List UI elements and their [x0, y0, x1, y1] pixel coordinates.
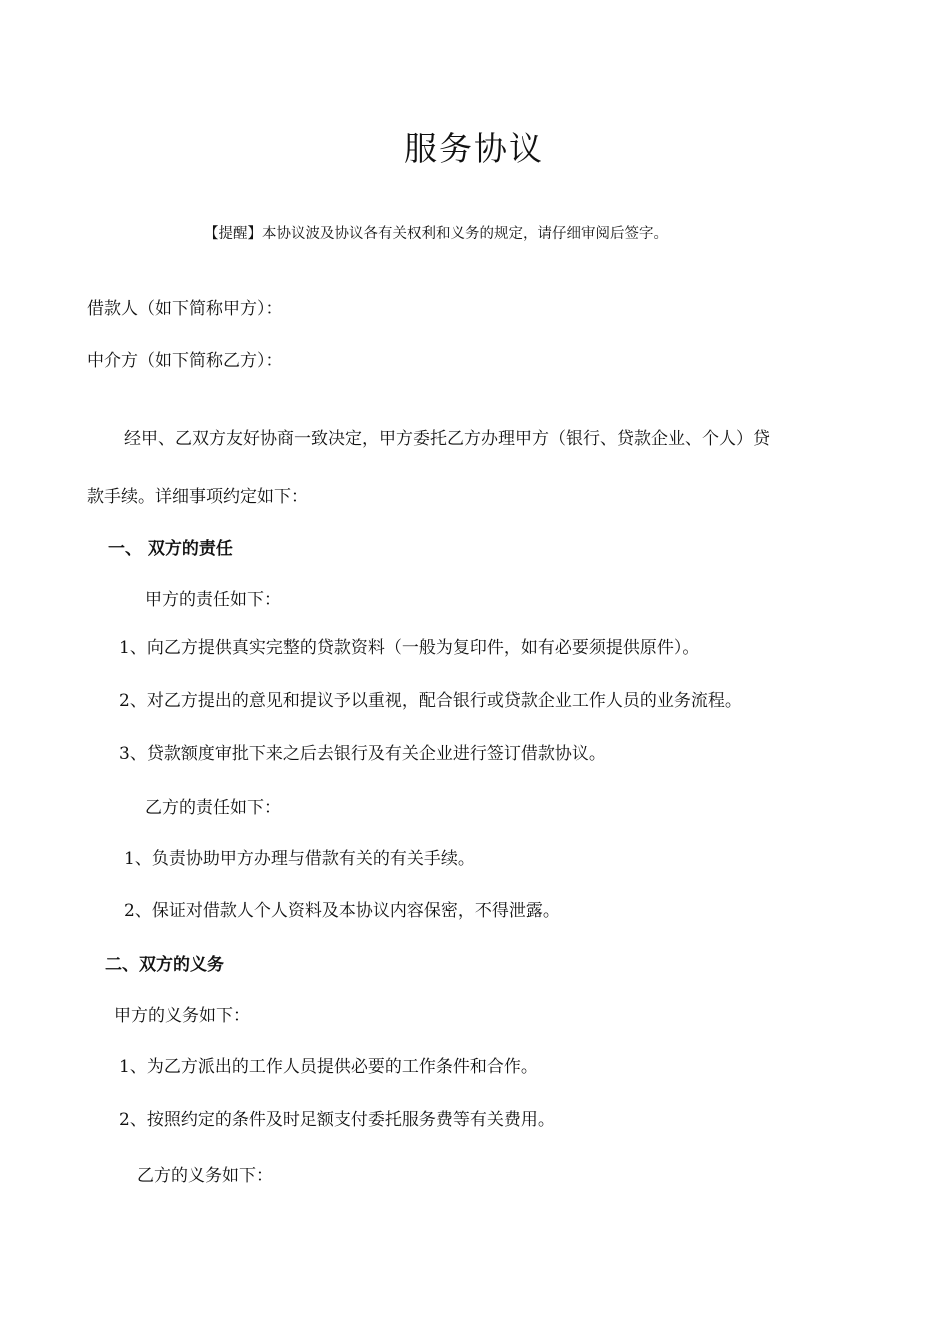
- party-b-obligations-title: 乙方的义务如下：: [137, 1166, 273, 1186]
- list-item: 2、按照约定的条件及时足额支付委托服务费等有关费用。: [119, 1110, 555, 1130]
- list-item: 1、负责协助甲方办理与借款有关的有关手续。: [124, 849, 475, 869]
- section-heading-obligations: 二、双方的义务: [105, 955, 224, 975]
- agent-line: 中介方（如下简称乙方）：: [87, 351, 283, 371]
- document-title: 服务协议: [404, 129, 544, 168]
- reminder-notice: 【提醒】本协议波及协议各有关权利和义务的规定，请仔细审阅后签字。: [204, 226, 668, 242]
- party-b-responsibilities-title: 乙方的责任如下：: [145, 798, 281, 818]
- list-item: 2、保证对借款人个人资料及本协议内容保密，不得泄露。: [124, 901, 560, 921]
- section-heading-responsibilities: 一、 双方的责任: [108, 539, 233, 559]
- intro-paragraph-line-1: 经甲、乙双方友好协商一致决定，甲方委托乙方办理甲方（银行、贷款企业、个人）贷: [124, 429, 770, 449]
- party-a-obligations-title: 甲方的义务如下：: [114, 1006, 250, 1026]
- intro-paragraph-line-2: 款手续。详细事项约定如下：: [87, 487, 308, 507]
- list-item: 2、对乙方提出的意见和提议予以重视，配合银行或贷款企业工作人员的业务流程。: [119, 691, 742, 711]
- party-a-responsibilities-title: 甲方的责任如下：: [145, 590, 281, 610]
- list-item: 1、为乙方派出的工作人员提供必要的工作条件和合作。: [119, 1057, 538, 1077]
- borrower-line: 借款人（如下简称甲方）：: [87, 299, 283, 319]
- list-item: 1、向乙方提供真实完整的贷款资料（一般为复印件，如有必要须提供原件）。: [119, 638, 700, 658]
- list-item: 3、贷款额度审批下来之后去银行及有关企业进行签订借款协议。: [119, 744, 606, 764]
